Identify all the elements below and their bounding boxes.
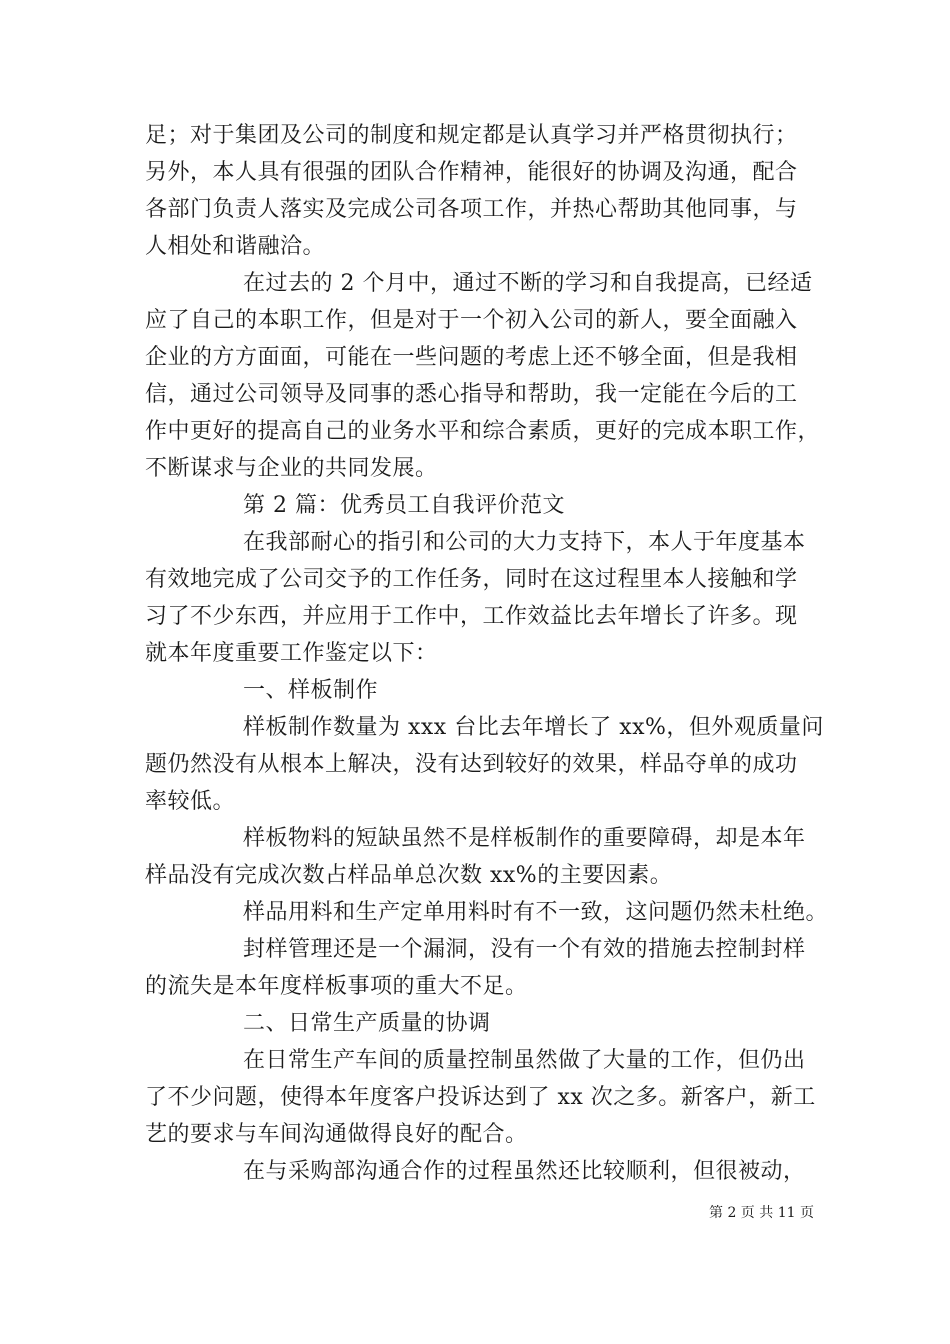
text-line: 率较低。 (145, 789, 236, 814)
text-line: 封样管理还是一个漏洞，没有一个有效的措施去控制封样 (243, 937, 806, 962)
text-line: 一、样板制作 (243, 678, 379, 703)
text-line: 足；对于集团及公司的制度和规定都是认真学习并严格贯彻执行； (145, 123, 798, 148)
text-line: 在我部耐心的指引和公司的大力支持下，本人于年度基本 (243, 530, 806, 555)
document-body (145, 117, 829, 1190)
text-line: 样品用料和生产定单用料时有不一致，这问题仍然未杜绝。 (243, 900, 829, 925)
text-line: 的流失是本年度样板事项的重大不足。 (145, 974, 528, 999)
text-line: 习了不少东西，并应用于工作中，工作效益比去年增长了许多。现 (145, 604, 798, 629)
text-line: 在与采购部沟通合作的过程虽然还比较顺利，但很被动， (243, 1159, 806, 1184)
text-line: 第 2 篇：优秀员工自我评价范文 (243, 493, 565, 518)
text-line: 在过去的 2 个月中，通过不断的学习和自我提高，已经适 (243, 271, 813, 296)
text-line: 在日常生产车间的质量控制虽然做了大量的工作，但仍出 (243, 1048, 806, 1073)
text-line: 有效地完成了公司交予的工作任务，同时在这过程里本人接触和学 (145, 567, 798, 592)
text-line: 二、日常生产质量的协调 (243, 1011, 491, 1036)
text-line: 企业的方方面面，可能在一些问题的考虑上还不够全面，但是我相 (145, 345, 798, 370)
text-line: 了不少问题，使得本年度客户投诉达到了 xx 次之多。新客户，新工 (145, 1085, 816, 1110)
text-line: 各部门负责人落实及完成公司各项工作，并热心帮助其他同事，与 (145, 197, 798, 222)
page-number-footer: 第 2 页 共 11 页 (709, 1205, 814, 1221)
text-line: 样板制作数量为 xxx 台比去年增长了 xx%，但外观质量问 (243, 715, 824, 740)
text-line: 样板物料的短缺虽然不是样板制作的重要障碍，却是本年 (243, 826, 806, 851)
text-line: 信，通过公司领导及同事的悉心指导和帮助，我一定能在今后的工 (145, 382, 798, 407)
text-line: 不断谋求与企业的共同发展。 (145, 456, 438, 481)
text-line: 题仍然没有从根本上解决，没有达到较好的效果，样品夺单的成功 (145, 752, 798, 777)
text-line: 样品没有完成次数占样品单总次数 xx%的主要因素。 (145, 863, 673, 888)
text-line: 人相处和谐融洽。 (145, 234, 326, 259)
text-line: 应了自己的本职工作，但是对于一个初入公司的新人，要全面融入 (145, 308, 798, 333)
text-line: 就本年度重要工作鉴定以下： (145, 641, 438, 666)
text-line: 作中更好的提高自己的业务水平和综合素质，更好的完成本职工作， (145, 419, 821, 444)
text-line: 艺的要求与车间沟通做得良好的配合。 (145, 1122, 528, 1147)
text-line: 另外，本人具有很强的团队合作精神，能很好的协调及沟通，配合 (145, 160, 798, 185)
